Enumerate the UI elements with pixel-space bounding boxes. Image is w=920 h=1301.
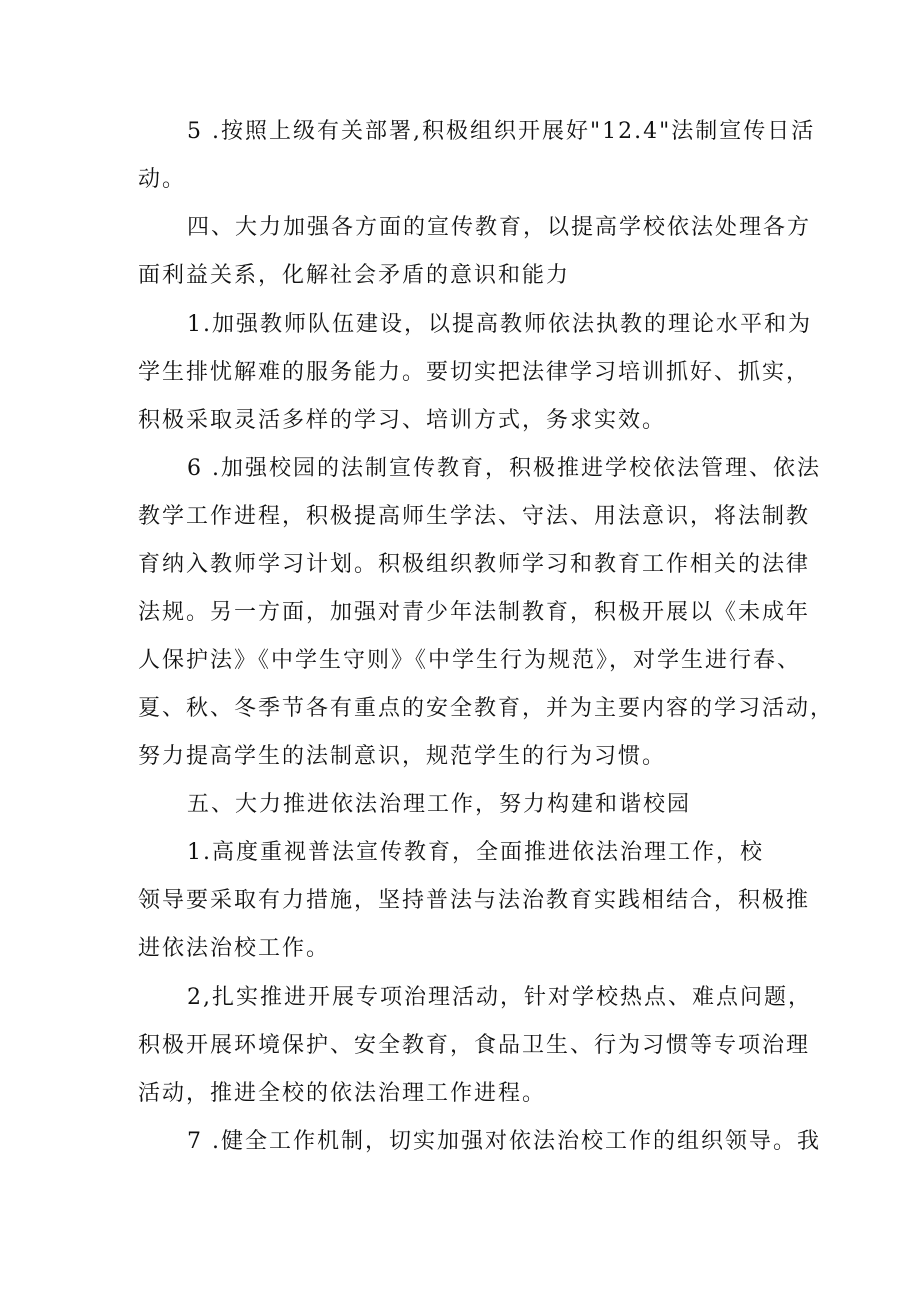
paragraph-1b-line-1: 1.高度重视普法宣传教育，全面推进依法治理工作，校	[187, 840, 764, 865]
section-4-heading-line-1: 四、大力加强各方面的宣传教育，以提高学校依法处理各方	[187, 215, 812, 240]
paragraph-2-line-3: 活动，推进全校的依法治理工作进程。	[138, 1081, 547, 1106]
paragraph-6-line-6: 夏、秋、冬季节各有重点的安全教育，并为主要内容的学习活动，	[138, 696, 835, 721]
paragraph-6-line-5: 人保护法》《中学生守则》《中学生行为规范》，对学生进行春、	[138, 648, 802, 673]
paragraph-6-line-1: 6 .加强校园的法制宣传教育，积极推进学校依法管理、依法	[187, 456, 821, 481]
paragraph-6-line-3: 育纳入教师学习计划。积极组织教师学习和教育工作相关的法律	[138, 552, 811, 577]
paragraph-2-line-1: 2,扎实推进开展专项治理活动，针对学校热点、难点问题，	[187, 985, 812, 1010]
paragraph-1a-line-1: 1.加强教师队伍建设，以提高教师依法执教的理论水平和为	[187, 312, 812, 337]
paragraph-7-line-1: 7 .健全工作机制，切实加强对依法治校工作的组织领导。我	[187, 1129, 821, 1154]
paragraph-6-line-2: 教学工作进程，积极提高师生学法、守法、用法意识，将法制教	[138, 504, 811, 529]
paragraph-1a-line-3: 积极采取灵活多样的学习、培训方式，务求实效。	[138, 408, 667, 433]
paragraph-5-line-2: 动。	[138, 167, 187, 192]
section-5-heading: 五、大力推进依法治理工作，努力构建和谐校园	[187, 792, 692, 817]
paragraph-1b-line-2: 领导要采取有力措施，坚持普法与法治教育实践相结合，积极推	[138, 888, 811, 913]
section-4-heading-line-2: 面利益关系，化解社会矛盾的意识和能力	[138, 263, 571, 288]
paragraph-1b-line-3: 进依法治校工作。	[138, 936, 331, 961]
paragraph-1a-line-2: 学生排忧解难的服务能力。要切实把法律学习培训抓好、抓实，	[138, 360, 811, 385]
paragraph-2-line-2: 积极开展环境保护、安全教育，食品卫生、行为习惯等专项治理	[138, 1033, 811, 1058]
paragraph-5-line-1: 5 .按照上级有关部署,积极组织开展好"12.4"法制宣传日活	[187, 119, 816, 144]
paragraph-6-line-4: 法规。另一方面，加强对青少年法制教育，积极开展以《未成年	[138, 600, 811, 625]
paragraph-6-line-7: 努力提高学生的法制意识，规范学生的行为习惯。	[138, 744, 667, 769]
